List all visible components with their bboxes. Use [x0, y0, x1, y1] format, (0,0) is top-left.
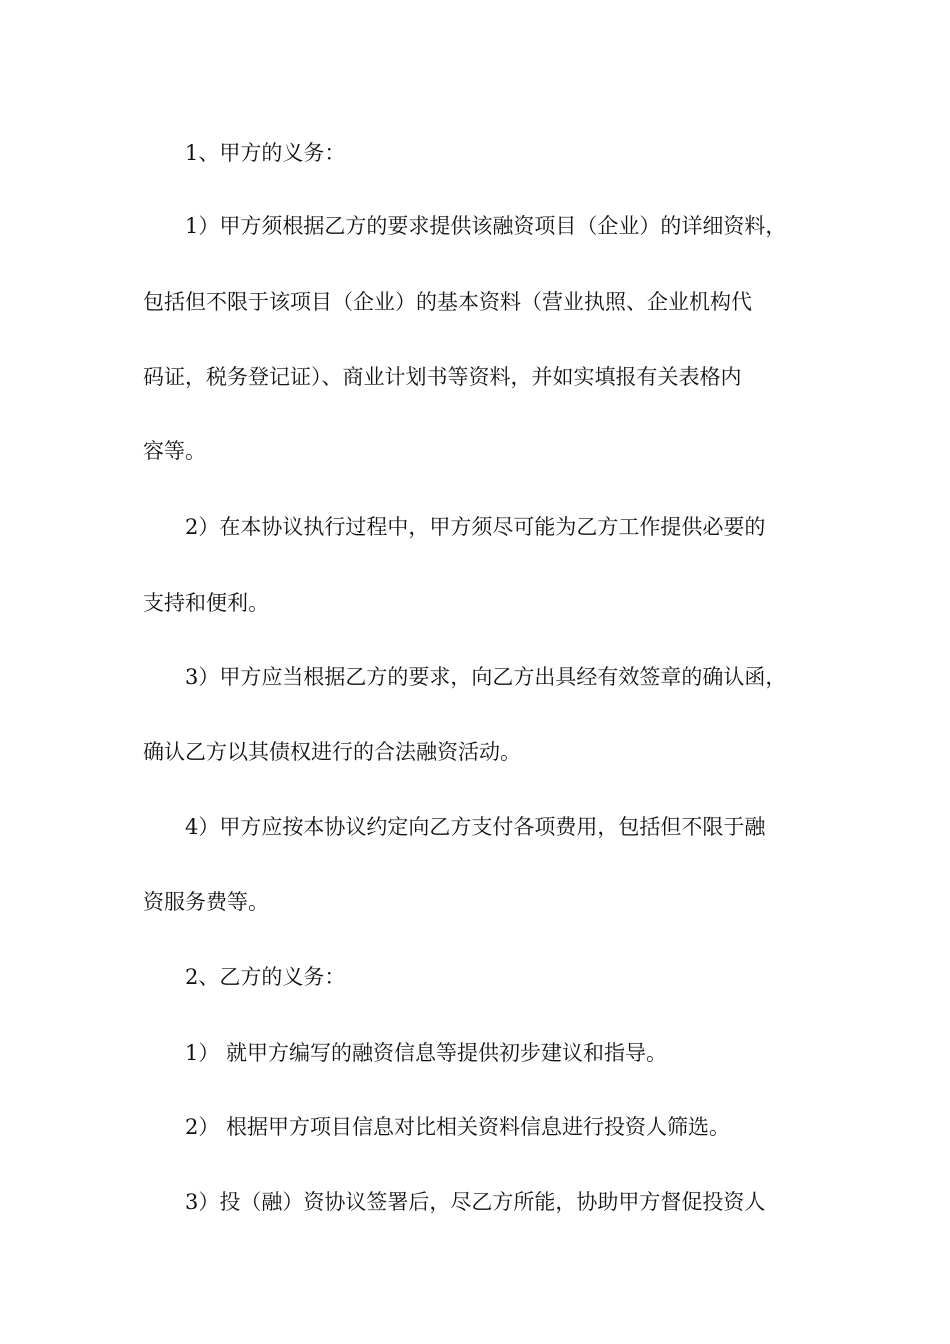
section-heading-party-a-obligations: 1、甲方的义务： [185, 141, 346, 165]
paragraph-line: 1） 就甲方编写的融资信息等提供初步建议和指导。 [185, 1041, 668, 1065]
section-heading-party-b-obligations: 2、乙方的义务： [185, 965, 346, 989]
paragraph-line: 2） 根据甲方项目信息对比相关资料信息进行投资人筛选。 [185, 1115, 731, 1139]
paragraph-line: 确认乙方以其债权进行的合法融资活动。 [143, 740, 521, 764]
paragraph-line: 码证，税务登记证）、商业计划书等资料，并如实填报有关表格内 [143, 365, 742, 389]
paragraph-line: 3）投（融）资协议签署后，尽乙方所能，协助甲方督促投资人 [185, 1190, 766, 1214]
paragraph-line: 支持和便利。 [143, 591, 269, 615]
paragraph-line: 资服务费等。 [143, 890, 269, 914]
paragraph-line: 3）甲方应当根据乙方的要求，向乙方出具经有效签章的确认函， [185, 665, 787, 689]
paragraph-line: 容等。 [143, 439, 206, 463]
paragraph-line: 2）在本协议执行过程中，甲方须尽可能为乙方工作提供必要的 [185, 515, 766, 539]
paragraph-line: 包括但不限于该项目（企业）的基本资料（营业执照、企业机构代 [143, 290, 752, 314]
paragraph-line: 4）甲方应按本协议约定向乙方支付各项费用，包括但不限于融 [185, 815, 766, 839]
paragraph-line: 1）甲方须根据乙方的要求提供该融资项目（企业）的详细资料， [185, 214, 787, 238]
